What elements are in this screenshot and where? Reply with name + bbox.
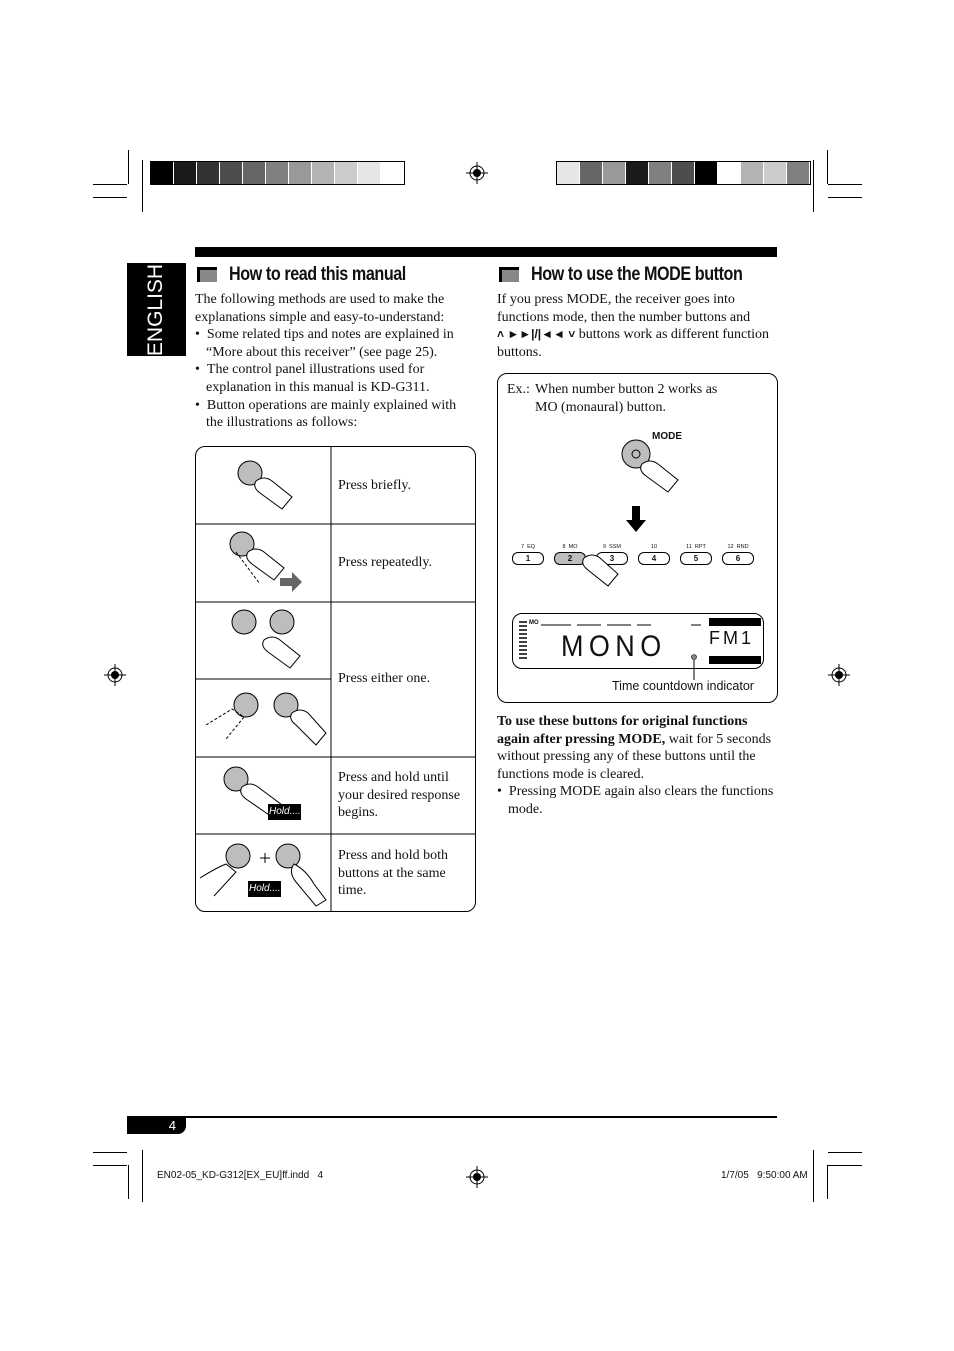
registration-mark-icon [828,664,850,686]
number-button-label: 10 [650,544,658,550]
page-number: 4 [168,1118,176,1133]
language-tab [127,263,186,356]
sound-mode-labels-icon [709,618,761,626]
left-section-body [195,291,470,432]
number-button-key: 1 [512,552,544,565]
press-repeatedly-illustration [196,524,331,602]
example-prefix: Ex.: [507,382,530,397]
left-section-title: How to read this manual [229,264,406,285]
footer-timestamp: 1/7/05 9:50:00 AM [721,1170,808,1181]
crop-mark [93,1152,127,1153]
down-arrow-icon [626,506,646,532]
table-cell-text: Press and hold until your desired response begins. [338,770,461,821]
number-button-label: 9 SSM [602,544,622,550]
left-intro: The following methods are used to make the explanations simple and easy-to-understand: [195,292,445,325]
lcd-display [512,613,764,669]
crop-mark [93,184,127,185]
number-buttons-row [512,544,762,568]
color-swatch [672,162,695,184]
color-swatch [358,162,381,184]
example-text: When number button 2 works as MO (monaural) button. [535,382,718,415]
crop-mark [828,1152,862,1153]
number-button-key: 2 [554,552,586,565]
right-section-intro [497,291,777,361]
mode-label: MODE [652,431,682,442]
crop-mark [827,1165,828,1199]
number-button-label: 11 RPT [686,544,706,550]
press-either-illustration [196,602,331,679]
color-swatch [335,162,358,184]
table-cell-text: Press either one. [338,671,431,686]
color-swatch [626,162,649,184]
right-section-title: How to use the MODE button [531,264,743,285]
color-swatch [289,162,312,184]
number-button-key: 6 [722,552,754,565]
color-swatch [312,162,335,184]
section-heading-icon [197,267,217,282]
number-button-label: 12 RND [727,544,749,550]
color-swatch [787,162,810,184]
sound-mode-labels-icon [709,656,761,664]
number-button-key: 3 [596,552,628,565]
color-swatch [764,162,787,184]
press-and-hold-both-illustration [196,834,331,911]
color-swatch [151,162,174,184]
crop-mark [142,1150,143,1202]
crop-mark [813,1150,814,1202]
color-swatch [557,162,580,184]
crop-mark [828,184,862,185]
crop-mark [128,150,129,184]
table-cell-text: Press and hold both buttons at the same time. [338,848,449,899]
color-swatch [174,162,197,184]
registration-mark-icon [466,162,488,184]
lcd-segment-bar [541,621,701,629]
registration-mark-icon [104,664,126,686]
press-either-illustration [196,679,331,757]
footer-filename: EN02-05_KD-G312[EX_EU]ff.indd 4 [157,1170,324,1181]
number-button [512,544,544,568]
section-heading-icon [499,267,519,282]
example-box [497,373,778,703]
number-button [680,544,712,568]
color-bar-left [150,161,405,185]
bold-instruction: To use these buttons for original functions again after pressing MODE, [497,714,748,747]
color-swatch [649,162,672,184]
crop-mark [828,197,862,198]
left-bullet: • Button operations are mainly explained with the illustrations as follows: [195,397,457,431]
lcd-mo-indicator: MO [529,620,539,626]
crop-mark [813,160,814,212]
color-swatch [718,162,741,184]
crop-mark [93,1165,127,1166]
crop-mark [128,1165,129,1199]
lcd-main-text: MONO [561,630,667,663]
countdown-indicator-label: Time countdown indicator [612,679,754,693]
instruction-text: wait for 5 seconds without pressing any of these buttons until the functions mode is cleared. [497,731,772,782]
crop-mark [828,1165,862,1166]
indicator-leader-line [690,654,700,680]
finger-icon [578,552,622,588]
color-swatch [695,162,718,184]
color-swatch [197,162,220,184]
number-button-label: 8 MO [562,544,578,550]
right-intro-continued: ˄ ►►|/|◄◄ ˅ buttons work as different function buttons. [497,327,770,360]
arrow-buttons-icon: ˄ ►►|/|◄◄ ˅ [497,327,576,342]
number-button-key: 5 [680,552,712,565]
button-operation-table [195,446,476,912]
right-section-footer-text [497,713,777,819]
color-swatch [381,162,404,184]
number-button-label: 7 EQ [520,544,536,550]
color-swatch [243,162,266,184]
page-number-tab [127,1118,186,1134]
top-rule [195,247,777,257]
hold-label: Hold.... [269,806,301,817]
color-swatch [220,162,243,184]
number-button [638,544,670,568]
press-briefly-illustration [196,447,331,524]
right-intro: If you press MODE, the receiver goes into functions mode, then the number buttons and [497,292,751,325]
left-bullet: • Some related tips and notes are explained in “More about this receiver” (see page 25). [195,327,454,360]
crop-mark [142,160,143,212]
color-bar-right [556,161,811,185]
number-button [722,544,754,568]
color-swatch [580,162,603,184]
color-swatch [266,162,289,184]
crop-mark [827,150,828,184]
crop-mark [93,197,127,198]
level-meter-icon [517,618,529,664]
table-cell-text: Press briefly. [338,478,411,493]
press-and-hold-illustration [196,757,331,834]
left-bullet: • The control panel illustrations used for explanation in this manual is KD-G311. [195,362,430,395]
color-swatch [741,162,764,184]
number-button-key: 4 [638,552,670,565]
right-bullet: • Pressing MODE again also clears the functions mode. [497,784,774,817]
color-swatch [603,162,626,184]
language-tab-label: ENGLISH [144,263,167,357]
lcd-band-text: FM1 [709,628,754,648]
table-cell-text: Press repeatedly. [338,555,432,570]
registration-mark-icon [466,1166,488,1188]
hold-label: Hold.... [249,883,281,894]
bottom-rule [127,1116,777,1118]
